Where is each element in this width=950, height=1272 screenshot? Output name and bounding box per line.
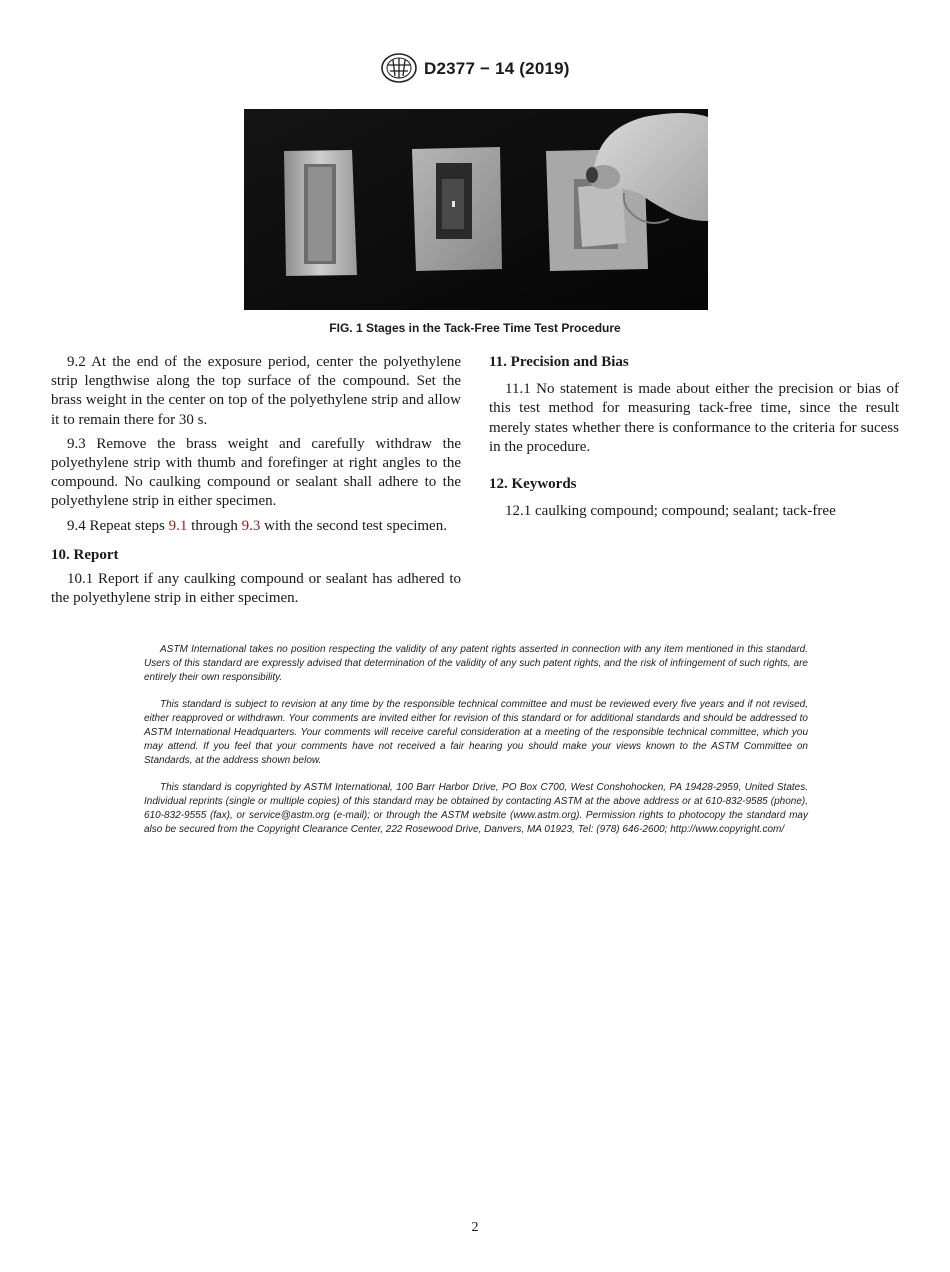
- paragraph-9-4-text-end: with the second test specimen.: [260, 517, 447, 534]
- paragraph-10-1: 10.1 Report if any caulking compound or sealant has adhered to the polyethylene strip in either specimen.: [51, 571, 461, 607]
- link-step-9-1[interactable]: 9.1: [168, 517, 188, 534]
- paragraph-11-1: 11.1 No statement is made about either the precision or bias of this test method for measuring tack-free time, since the result merely states whether there is conformance to the criteria for sucess in the procedure.: [489, 381, 899, 455]
- patent-notice: ASTM International takes no position respecting the validity of any patent rights asserted in connection with any item mentioned in this standard. Users of this standard are expressly advised that determination of the validity of any such patent rights, and the risk of infringement of such rights, are entirely their own responsibility.: [144, 644, 808, 683]
- paragraph-9-4-text-middle: through: [187, 517, 242, 534]
- left-column: [51, 353, 461, 613]
- standard-designation: D2377 − 14 (2019): [424, 59, 570, 78]
- footer-notices: [144, 643, 808, 851]
- copyright-notice: This standard is copyrighted by ASTM International, 100 Barr Harbor Drive, PO Box C700, West Conshohocken, PA 19428-2959, United States. Individual reprints (single or multiple copies) of this standard may be obtained by contacting ASTM at the above address or at 610-832-9585 (phone), 610-832-9555 (fax), or service@astm.org (e-mail); or through the ASTM website (www.astm.org). Permission rights to photocopy the standard may also be secured from the Copyright Clearance Center, 222 Rosewood Drive, Danvers, MA 01923, Tel: (978) 646-2600; http://www.copyright.com/: [144, 782, 808, 835]
- paragraph-9-2: 9.2 At the end of the exposure period, center the polyethylene strip lengthwise along the top surface of the compound. Set the brass weight in the center on top of the polyethylene strip and allow it to remain there for 30 s.: [51, 354, 461, 428]
- right-column: [489, 353, 899, 526]
- section-12-heading: 12. Keywords: [489, 476, 577, 493]
- page-number: 2: [471, 1220, 479, 1235]
- tack-free-stages-photo: [244, 109, 708, 310]
- paragraph-12-1: 12.1 caulking compound; compound; sealant; tack-free: [505, 503, 836, 520]
- figure-photo: [244, 109, 708, 310]
- section-11-heading: 11. Precision and Bias: [489, 354, 629, 370]
- paragraph-9-4: [51, 517, 461, 536]
- paragraph-9-4-text-start: 9.4 Repeat steps: [67, 517, 169, 534]
- paragraph-9-3: 9.3 Remove the brass weight and carefully withdraw the polyethylene strip with thumb and forefinger at right angles to the compound. No caulking compound or sealant shall adhere to the polyethylene strip in either specimen.: [51, 435, 461, 510]
- link-step-9-3[interactable]: 9.3: [241, 517, 261, 534]
- revision-notice: This standard is subject to revision at any time by the responsible technical committee and must be reviewed every five years and if not revised, either reapproved or withdrawn. Your comments are invited either for revision of this standard or for additional standards and should be addressed to ASTM International Headquarters. Your comments will receive careful consideration at a meeting of the responsible technical committee, which you may attend. If you feel that your comments have not received a fair hearing you should make your views known to the ASTM Committee on Standards, at the address shown below.: [144, 699, 808, 766]
- section-10-heading: 10. Report: [51, 546, 119, 563]
- page-header: [0, 52, 950, 88]
- astm-logo: [380, 52, 418, 84]
- figure-caption: FIG. 1 Stages in the Tack-Free Time Test Procedure: [329, 321, 621, 335]
